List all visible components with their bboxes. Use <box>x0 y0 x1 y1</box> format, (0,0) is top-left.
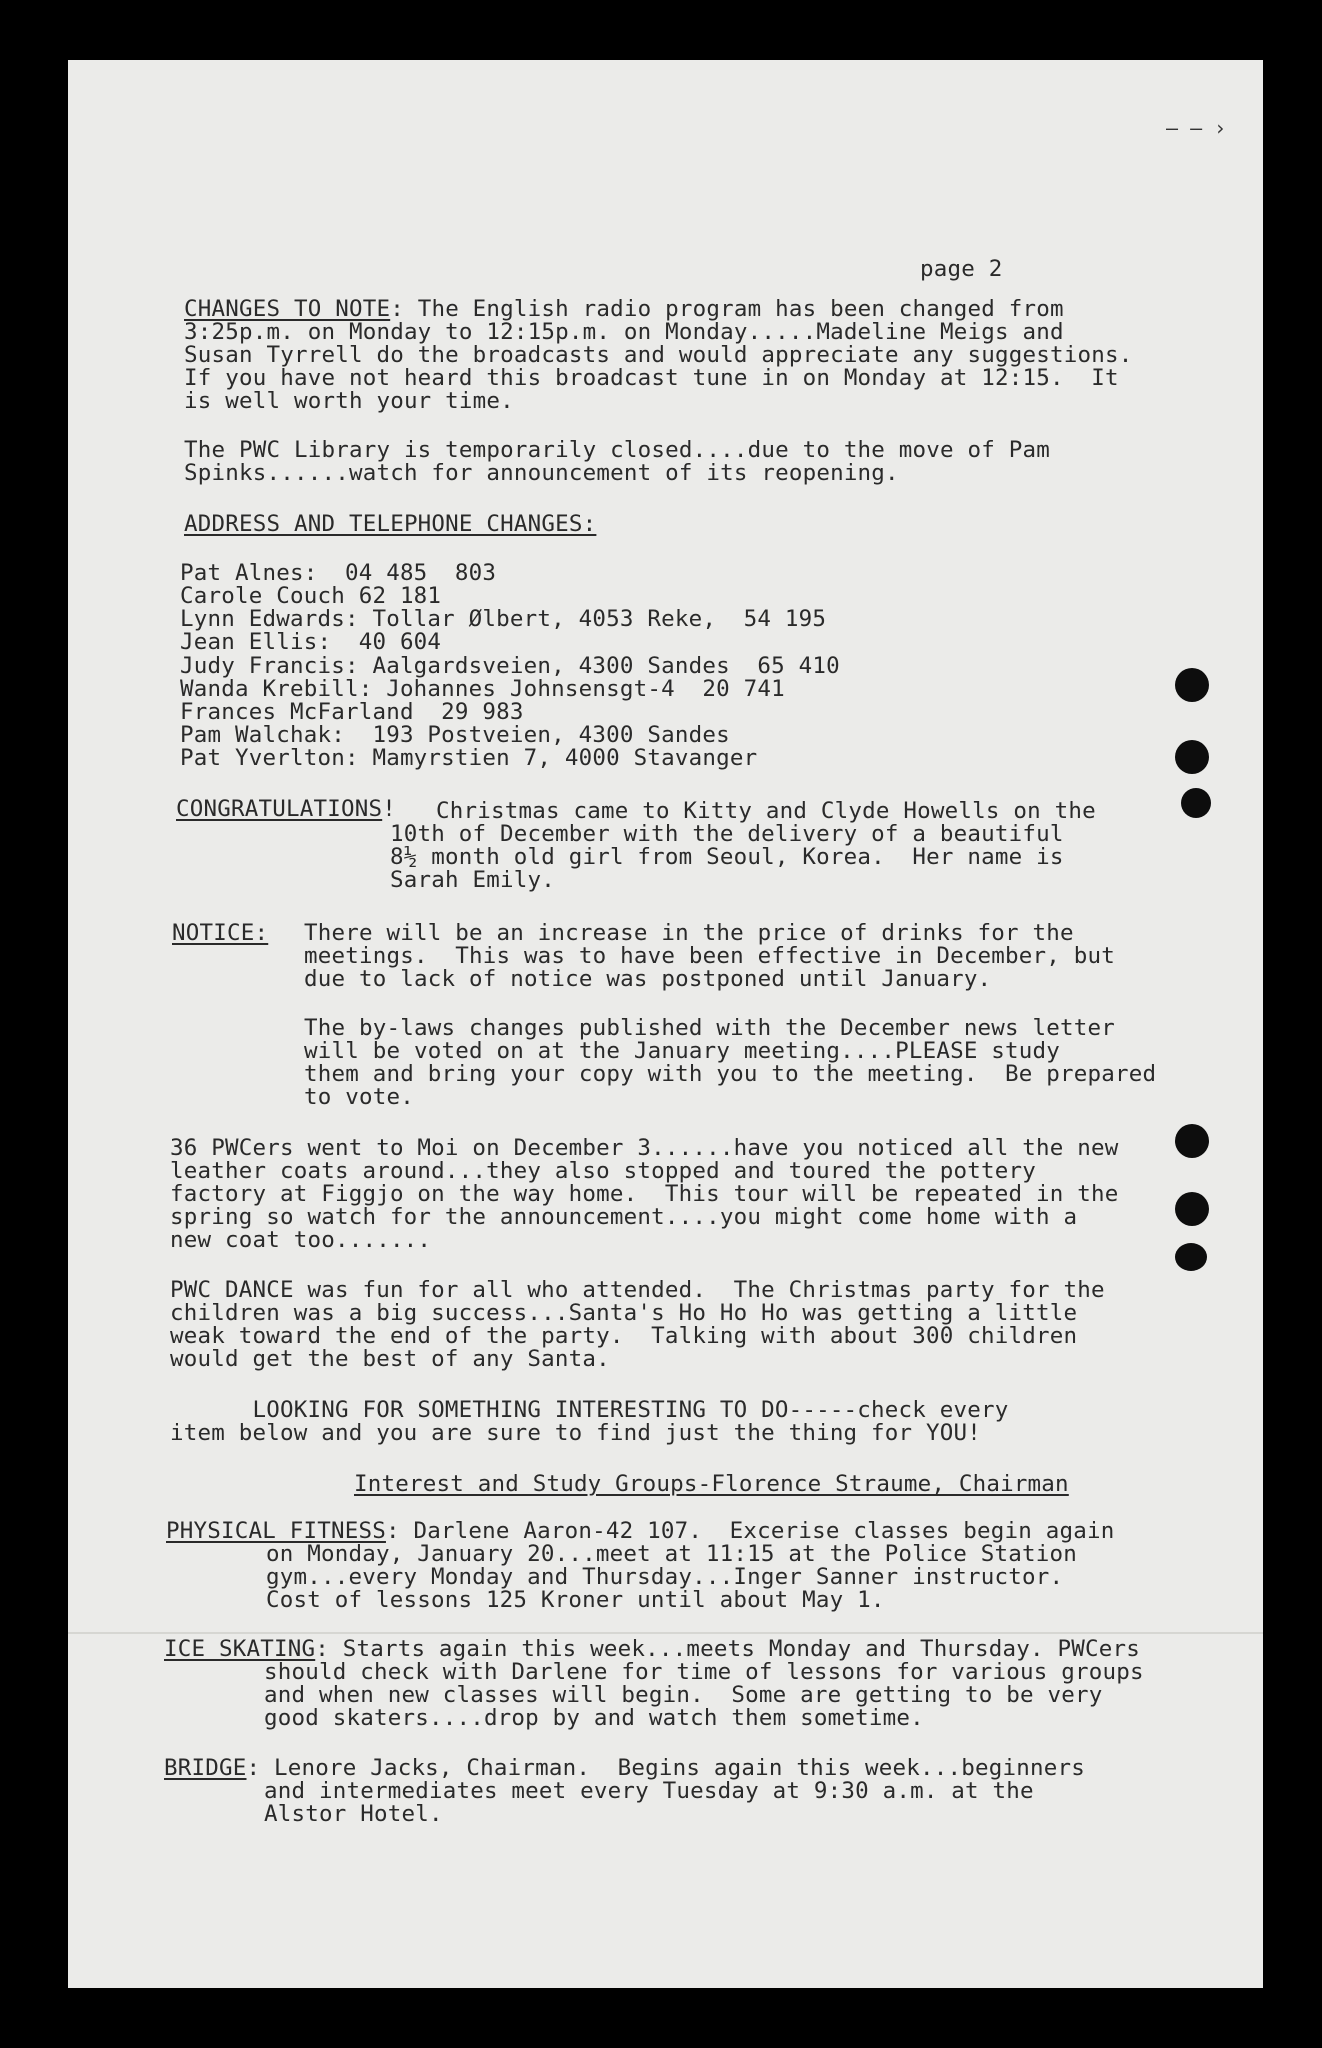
notice-text: due to lack of notice was postponed until January. <box>304 966 992 992</box>
address-entry: Wanda Krebill: Johannes Johnsensgt-4 20 741 <box>180 676 785 702</box>
congrats-text: Sarah Emily. <box>390 867 555 893</box>
address-entry: Frances McFarland 29 983 <box>180 699 524 725</box>
fitness-text: : Darlene Aaron-42 107. Excerise classes begin again <box>385 1518 1115 1544</box>
fitness-line: gym...every Monday and Thursday...Inger Sanner instructor. <box>266 1564 1064 1590</box>
punch-hole <box>1181 788 1211 818</box>
punch-hole <box>1175 1192 1209 1226</box>
dance-line: would get the best of any Santa. <box>170 1346 610 1372</box>
dance-line: PWC DANCE was fun for all who attended. The Christmas party for the <box>170 1277 1105 1303</box>
bridge-text: : Lenore Jacks, Chairman. Begins again this week...beginners <box>246 1755 1085 1781</box>
congrats-line-1 <box>176 798 396 822</box>
notice-text: to vote. <box>304 1084 414 1110</box>
notice-text: There will be an increase in the price of drinks for the <box>304 920 1074 946</box>
bridge-line: Alstor Hotel. <box>264 1801 443 1827</box>
moi-line: 36 PWCers went to Moi on December 3......have you noticed all the new <box>170 1135 1119 1161</box>
skating-line: should check with Darlene for time of lessons for various groups <box>264 1659 1144 1685</box>
corner-mark: – – › <box>1166 116 1227 140</box>
looking-line: item below and you are sure to find just the thing for YOU! <box>170 1420 982 1446</box>
address-entry: Jean Ellis: 40 604 <box>180 629 442 655</box>
address-entry: Pat Yverlton: Mamyrstien 7, 4000 Stavanger <box>180 745 758 771</box>
skating-line-1 <box>164 1638 1140 1662</box>
address-entry: Lynn Edwards: Tollar Ølbert, 4053 Reke, 54 195 <box>180 606 827 632</box>
bridge-line-1 <box>164 1757 1085 1781</box>
changes-line: If you have not heard this broadcast tune in on Monday at 12:15. It <box>184 365 1119 391</box>
changes-text: : The English radio program has been changed from <box>390 296 1064 322</box>
notice-text: will be voted on at the January meeting....PLEASE study <box>304 1038 1061 1064</box>
looking-line: LOOKING FOR SOMETHING INTERESTING TO DO-----check every <box>170 1397 1009 1423</box>
changes-line: 3:25p.m. on Monday to 12:15p.m. on Monday.....Madeline Meigs and <box>184 319 1064 345</box>
bridge-heading: BRIDGE <box>164 1755 247 1781</box>
congrats-text: 10th of December with the delivery of a beautiful <box>390 821 1064 847</box>
punch-hole <box>1175 1124 1209 1158</box>
moi-line: factory at Figgjo on the way home. This tour will be repeated in the <box>170 1181 1119 1207</box>
punch-hole <box>1175 1243 1207 1271</box>
address-heading: ADDRESS AND TELEPHONE CHANGES: <box>184 511 597 537</box>
notice-text: meetings. This was to have been effective in December, but <box>304 943 1116 969</box>
fitness-line: Cost of lessons 125 Kroner until about May 1. <box>266 1587 885 1613</box>
moi-line: new coat too....... <box>170 1227 432 1253</box>
congrats-text: 8½ month old girl from Seoul, Korea. Her name is <box>390 844 1064 870</box>
notice-text: them and bring your copy with you to the meeting. Be prepared <box>304 1061 1157 1087</box>
notice-text: The by-laws changes published with the December news letter <box>304 1015 1116 1041</box>
fitness-line-1 <box>166 1520 1115 1544</box>
moi-line: leather coats around...they also stopped and toured the pottery <box>170 1158 1037 1184</box>
congrats-bang: ! <box>382 796 396 822</box>
dance-line: children was a big success...Santa's Ho Ho Ho was getting a little <box>170 1300 1078 1326</box>
congrats-text: Christmas came to Kitty and Clyde Howells on the <box>436 798 1096 824</box>
notice-heading: NOTICE: <box>172 920 269 946</box>
punch-hole <box>1175 668 1209 702</box>
punch-hole <box>1175 740 1209 774</box>
page-number: page 2 <box>920 256 1003 282</box>
skating-line: good skaters....drop by and watch them sometime. <box>264 1705 924 1731</box>
fitness-heading: PHYSICAL FITNESS <box>166 1518 386 1544</box>
skating-text: : Starts again this week...meets Monday and Thursday. PWCers <box>315 1636 1140 1662</box>
address-entry: Judy Francis: Aalgardsveien, 4300 Sandes 65 410 <box>180 653 840 679</box>
address-entry: Carole Couch 62 181 <box>180 583 442 609</box>
address-entry: Pat Alnes: 04 485 803 <box>180 560 497 586</box>
changes-line: Susan Tyrrell do the broadcasts and would appreciate any suggestions. <box>184 342 1133 368</box>
library-line: Spinks......watch for announcement of its reopening. <box>184 460 899 486</box>
moi-line: spring so watch for the announcement....you might come home with a <box>170 1204 1078 1230</box>
fitness-line: on Monday, January 20...meet at 11:15 at the Police Station <box>266 1541 1078 1567</box>
congrats-heading: CONGRATULATIONS <box>176 796 383 822</box>
skating-line: and when new classes will begin. Some are getting to be very <box>264 1682 1103 1708</box>
changes-line-1 <box>184 298 1064 322</box>
fold-line <box>68 1632 1263 1634</box>
changes-heading: CHANGES TO NOTE <box>184 296 391 322</box>
address-entry: Pam Walchak: 193 Postveien, 4300 Sandes <box>180 722 730 748</box>
bridge-line: and intermediates meet every Tuesday at 9:30 a.m. at the <box>264 1778 1034 1804</box>
dance-line: weak toward the end of the party. Talking with about 300 children <box>170 1323 1078 1349</box>
document-page <box>68 60 1263 1988</box>
skating-heading: ICE SKATING <box>164 1636 316 1662</box>
groups-title: Interest and Study Groups-Florence Straume, Chairman <box>354 1471 1069 1497</box>
changes-line: is well worth your time. <box>184 388 514 414</box>
library-line: The PWC Library is temporarily closed....due to the move of Pam <box>184 437 1051 463</box>
